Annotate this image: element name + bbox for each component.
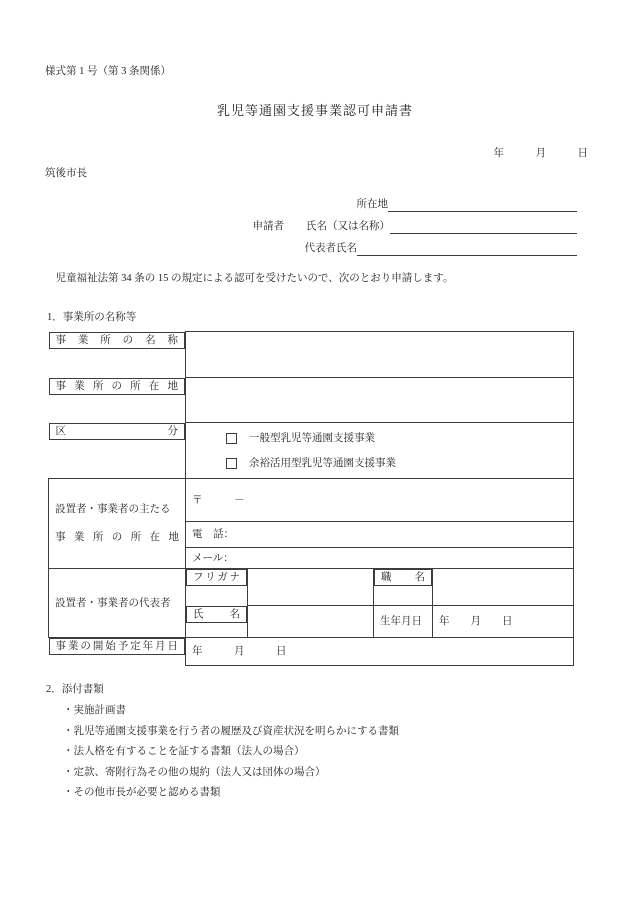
checkbox-surplus-type[interactable] [226,458,237,469]
office-name-label: 事 業 所 の 名 称 [49,332,186,349]
office-info-table [48,331,574,666]
postal-code-input-cell[interactable]: 〒 － [186,479,574,522]
attachment-item-text: 定款、寄附行為その他の規約（法人又は団体の場合） [73,766,326,778]
page-title: 乳児等通園支援事業認可申請書 [216,103,413,118]
table-row [49,479,574,522]
location-row [0,190,577,212]
birthdate-input-cell[interactable]: 年 月 日 [433,606,574,638]
name-input-line[interactable] [390,221,577,234]
checkbox-general-type[interactable] [226,433,237,444]
bullet-icon: ・ [63,766,74,778]
attachment-list [63,701,399,804]
rep-name-input-cell[interactable] [248,606,374,638]
table-row [49,423,574,479]
attachment-item-text: その他市長が必要と認める書類 [73,787,221,798]
attachment-item-text: 実施計画書 [73,705,126,716]
category-options-cell [186,423,574,479]
location-label: 所在地 [356,199,388,210]
office-address-label: 事 業 所 の 所 在 地 [49,378,186,395]
category-option-general-label: 一般型乳児等通園支援事業 [249,432,375,444]
attachment-item-text: 乳児等通園支援事業を行う者の履歴及び資産状況を明らかにする書類 [73,725,399,737]
category-option-surplus [192,451,567,476]
section1-heading: 1．事業所の名称等 [47,312,137,323]
intro-paragraph: 児童福祉法第 34 条の 15 の規定による認可を受けたいので、次のとおり申請します。 [45,273,454,284]
birthdate-label: 生年月日 [374,606,433,638]
section2-heading: 2．添付書類 [46,684,104,695]
furigana-input-cell[interactable] [248,569,374,606]
table-row [49,332,574,378]
bullet-icon: ・ [63,787,74,798]
start-date-input-cell[interactable]: 年 月 日 [186,638,574,666]
table-row [49,569,574,606]
representative-row-label: 設置者・事業者の代表者 [49,569,186,638]
list-item [63,701,399,722]
location-input-line[interactable] [388,199,577,212]
founder-address-label-line2: 事 業 所 の 所 在 地 [55,531,179,543]
start-date-label: 事 業 の 開 始 予 定 年 月 日 [49,638,186,655]
addressee-label: 筑後市長 [45,168,87,179]
list-item [63,763,399,784]
category-label: 区 分 [49,423,186,440]
office-address-input-cell[interactable] [186,378,574,423]
applicant-label: 申請者 [252,221,284,232]
bullet-icon: ・ [63,705,74,716]
office-name-input-cell[interactable] [186,332,574,378]
table-row [49,378,574,423]
bullet-icon: ・ [63,746,74,757]
list-item [63,783,399,804]
applicant-name-row [0,212,577,234]
job-title-input-cell[interactable] [433,569,574,606]
form-number: 様式第 1 号（第 3 条関係） [45,66,171,77]
representative-name-row [0,234,577,256]
bullet-icon: ・ [63,725,74,737]
date-field[interactable]: 年 月 日 [493,148,588,159]
mail-input-cell[interactable]: メール： [186,548,574,569]
attachment-item-text: 法人格を有することを証する書類（法人の場合） [73,746,305,757]
list-item [63,722,399,743]
representative-input-line[interactable] [357,243,577,256]
table-row [49,638,574,666]
furigana-label: フ リ ガ ナ [186,569,247,586]
founder-address-label-line1: 設置者・事業者の主たる [55,503,171,515]
founder-address-label [49,479,186,569]
phone-input-cell[interactable]: 電 話： [186,522,574,548]
category-option-surplus-label: 余裕活用型乳児等通園支援事業 [249,457,396,469]
list-item [63,742,399,763]
applicant-block [0,190,577,256]
job-title-label: 職 名 [374,569,432,586]
category-option-general [192,426,567,451]
name-label: 氏名（又は名称） [306,221,390,232]
rep-name-label: 氏 名 [186,606,247,623]
representative-label: 代表者氏名 [304,243,357,254]
